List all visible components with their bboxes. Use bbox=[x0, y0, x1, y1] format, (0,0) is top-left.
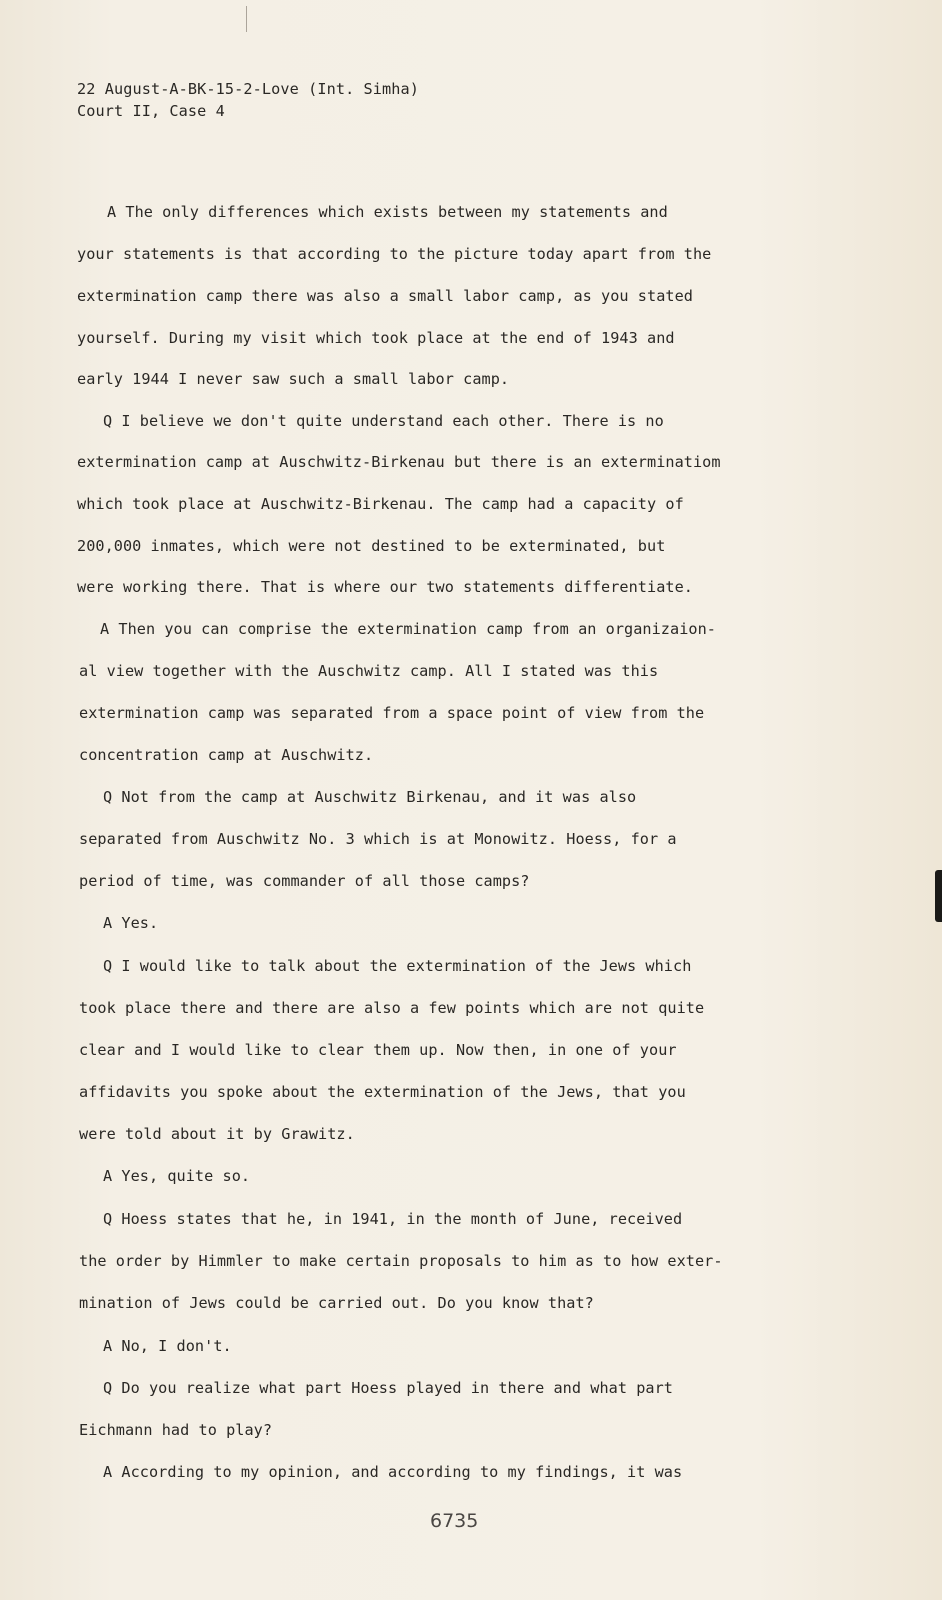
page-edge-mark bbox=[935, 870, 942, 922]
transcript-line: A Then you can comprise the extermination camp from an organizaion- bbox=[100, 620, 716, 638]
transcript-line: Eichmann had to play? bbox=[79, 1421, 273, 1439]
transcript-line: A According to my opinion, and according to my findings, it was bbox=[103, 1463, 683, 1481]
transcript-line: extermination camp at Auschwitz-Birkenau but there is an exterminatiom bbox=[77, 453, 721, 471]
transcript-line: A The only differences which exists between my statements and bbox=[107, 203, 668, 221]
document-header-line-1: 22 August-A-BK-15-2-Love (Int. Simha) bbox=[77, 80, 420, 98]
transcript-line: affidavits you spoke about the extermination of the Jews, that you bbox=[79, 1083, 686, 1101]
transcript-line: A Yes. bbox=[103, 914, 159, 932]
transcript-line: the order by Himmler to make certain proposals to him as to how exter- bbox=[79, 1252, 723, 1270]
transcript-line: your statements is that according to the picture today apart from the bbox=[77, 245, 712, 263]
transcript-line: which took place at Auschwitz-Birkenau. The camp had a capacity of bbox=[77, 495, 684, 513]
transcript-line: al view together with the Auschwitz camp. All I stated was this bbox=[79, 662, 659, 680]
transcript-line: A Yes, quite so. bbox=[103, 1167, 251, 1185]
transcript-line: concentration camp at Auschwitz. bbox=[79, 746, 374, 764]
punch-mark bbox=[246, 6, 247, 32]
transcript-line: Q I believe we don't quite understand each other. There is no bbox=[103, 412, 664, 430]
transcript-line: Q I would like to talk about the extermination of the Jews which bbox=[103, 957, 692, 975]
transcript-line: Q Hoess states that he, in 1941, in the month of June, received bbox=[103, 1210, 683, 1228]
transcript-line: were told about it by Grawitz. bbox=[79, 1125, 355, 1143]
transcript-line: Q Do you realize what part Hoess played in there and what part bbox=[103, 1379, 674, 1397]
transcript-line: clear and I would like to clear them up. Now then, in one of your bbox=[79, 1041, 677, 1059]
transcript-line: yourself. During my visit which took place at the end of 1943 and bbox=[77, 329, 675, 347]
transcript-line: extermination camp was separated from a space point of view from the bbox=[79, 704, 705, 722]
transcript-line: extermination camp there was also a small labor camp, as you stated bbox=[77, 287, 693, 305]
transcript-line: early 1944 I never saw such a small labor camp. bbox=[77, 370, 510, 388]
transcript-line: were working there. That is where our two statements differentiate. bbox=[77, 578, 693, 596]
page-number: 6735 bbox=[430, 1510, 479, 1532]
transcript-line: took place there and there are also a few points which are not quite bbox=[79, 999, 705, 1017]
transcript-line: Q Not from the camp at Auschwitz Birkenau, and it was also bbox=[103, 788, 637, 806]
transcript-line: separated from Auschwitz No. 3 which is at Monowitz. Hoess, for a bbox=[79, 830, 677, 848]
transcript-line: A No, I don't. bbox=[103, 1337, 232, 1355]
transcript-line: mination of Jews could be carried out. Do you know that? bbox=[79, 1294, 594, 1312]
document-header-line-2: Court II, Case 4 bbox=[77, 102, 225, 120]
transcript-line: 200,000 inmates, which were not destined to be exterminated, but bbox=[77, 537, 666, 555]
transcript-line: period of time, was commander of all those camps? bbox=[79, 872, 530, 890]
